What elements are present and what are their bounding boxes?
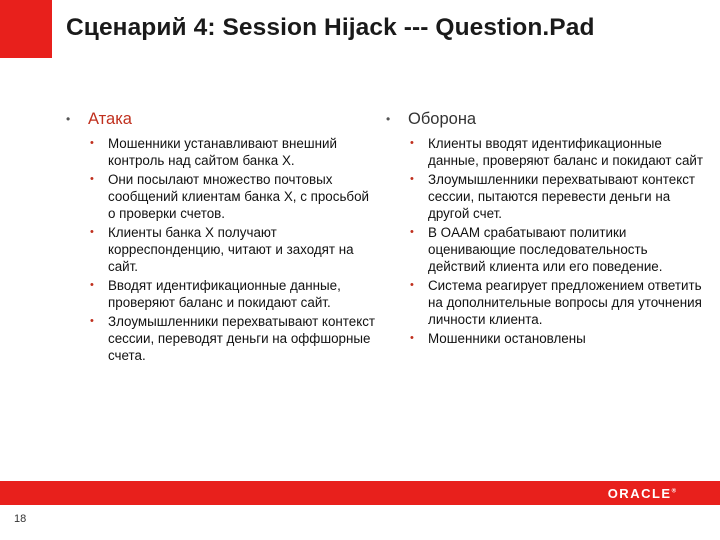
bullet-icon: • xyxy=(90,173,94,185)
bullet-icon: • xyxy=(66,112,71,126)
bullet-icon: • xyxy=(410,332,414,344)
bullet-icon: • xyxy=(90,315,94,327)
bullet-icon: • xyxy=(410,173,414,185)
slide-title: Сценарий 4: Session Hijack --- Question.Pad xyxy=(66,14,595,41)
list-item: • Злоумышленники перехватывают контекст сессии, пытаются перевести деньги на другой счет. xyxy=(410,172,696,221)
bullet-icon: • xyxy=(410,279,414,291)
top-accent-bar xyxy=(0,0,52,58)
attack-list xyxy=(66,135,376,364)
list-item: • Мошенники остановлены xyxy=(410,331,586,346)
list-item: • Мошенники устанавливают внешний контроль над сайтом банка X. xyxy=(90,136,337,168)
list-item: • Злоумышленники перехватывают контекст сессии, переводят деньги на оффшорные счета. xyxy=(90,314,376,363)
bullet-icon: • xyxy=(90,279,94,291)
bullet-icon: • xyxy=(90,137,94,149)
page-number: 18 xyxy=(14,513,27,525)
list-item: • Клиенты вводят идентификационные данные, проверяют баланс и покидают сайт xyxy=(410,136,704,168)
defense-heading xyxy=(386,109,706,129)
oracle-logo: ORACLE® xyxy=(607,486,676,501)
bullet-icon: • xyxy=(410,226,414,238)
attack-heading xyxy=(66,109,376,129)
bullet-icon: • xyxy=(386,112,391,126)
defense-list xyxy=(386,135,706,347)
list-item: • Клиенты банка X получают корреспонденцию, читают и заходят на сайт. xyxy=(90,225,354,274)
attack-column xyxy=(66,109,376,366)
defense-column xyxy=(386,109,706,349)
list-item: • В OAAM срабатывают политики оценивающие последовательность действий клиента или его поведение. xyxy=(410,225,663,274)
bottom-accent-bar xyxy=(0,481,720,505)
list-item: • Система реагирует предложением ответить на дополнительные вопросы для уточнения личности клиента. xyxy=(410,278,702,327)
list-item: • Вводят идентификационные данные, проверяют баланс и покидают сайт. xyxy=(90,278,341,310)
list-item: • Они посылают множество почтовых сообщений клиентам банка X, с просьбой о проверки счетов. xyxy=(90,172,370,221)
bullet-icon: • xyxy=(410,137,414,149)
defense-heading-label: Оборона xyxy=(408,110,477,128)
bullet-icon: • xyxy=(90,226,94,238)
attack-heading-label: Атака xyxy=(88,110,132,128)
